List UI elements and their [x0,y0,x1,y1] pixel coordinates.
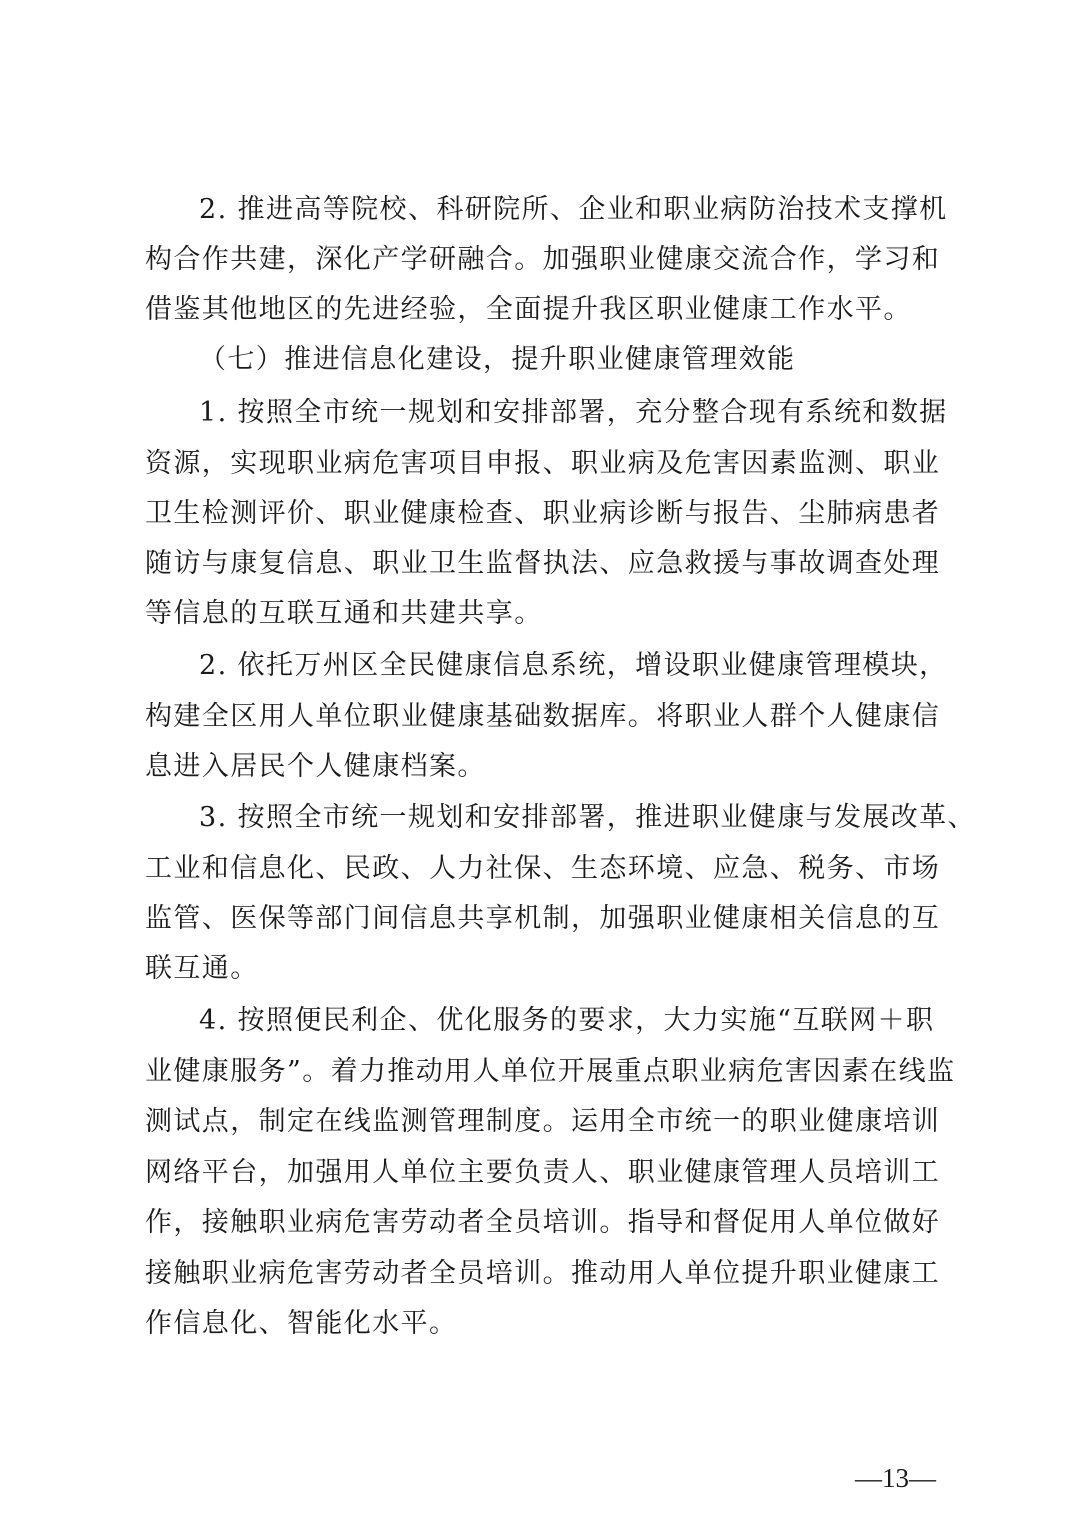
text-line: 卫生检测评价、职业健康检查、职业病诊断与报告、尘肺病患者 [145,498,941,529]
text-line: 2. 推进高等院校、科研院所、企业和职业病防治技术支撑机 [199,194,948,225]
text-line: 随访与康复信息、职业卫生监督执法、应急救援与事故调查处理 [145,548,941,579]
text-line: 构建全区用人单位职业健康基础数据库。将职业人群个人健康信 [145,701,941,732]
text-line: 作信息化、智能化水平。 [145,1308,458,1339]
section-heading: （七）推进信息化建设，提升职业健康管理效能 [199,344,796,375]
text-line: 业健康服务”。着力推动用人单位开展重点职业病危害因素在线监 [145,1056,956,1087]
text-line: 监管、医保等部门间信息共享机制，加强职业健康相关信息的互 [145,903,941,934]
text-line: 工业和信息化、民政、人力社保、生态环境、应急、税务、市场 [145,853,941,884]
text-line: 构合作共建，深化产学研融合。加强职业健康交流合作，学习和 [145,244,941,275]
page-number: —13— [855,1463,936,1493]
text-line: 测试点，制定在线监测管理制度。运用全市统一的职业健康培训 [145,1106,941,1137]
text-line: 等信息的互联互通和共建共享。 [145,598,543,629]
text-line: 接触职业病危害劳动者全员培训。推动用人单位提升职业健康工 [145,1258,941,1289]
text-line: 资源，实现职业病危害项目申报、职业病及危害因素监测、职业 [145,448,941,479]
text-line: 2. 依托万州区全民健康信息系统，增设职业健康管理模块， [199,650,948,681]
text-line: 4. 按照便民利企、优化服务的要求，大力实施“互联网＋职 [199,1005,935,1036]
text-line: 作，接触职业病危害劳动者全员培训。指导和督促用人单位做好 [145,1207,941,1238]
text-line: 息进入居民个人健康档案。 [145,751,486,782]
text-line: 网络平台，加强用人单位主要负责人、职业健康管理人员培训工 [145,1157,941,1188]
text-line: 1. 按照全市统一规划和安排部署，充分整合现有系统和数据 [199,397,948,428]
text-line: 联互通。 [145,953,259,984]
text-line: 3. 按照全市统一规划和安排部署，推进职业健康与发展改革、 [199,802,976,833]
text-line: 借鉴其他地区的先进经验，全面提升我区职业健康工作水平。 [145,294,912,325]
